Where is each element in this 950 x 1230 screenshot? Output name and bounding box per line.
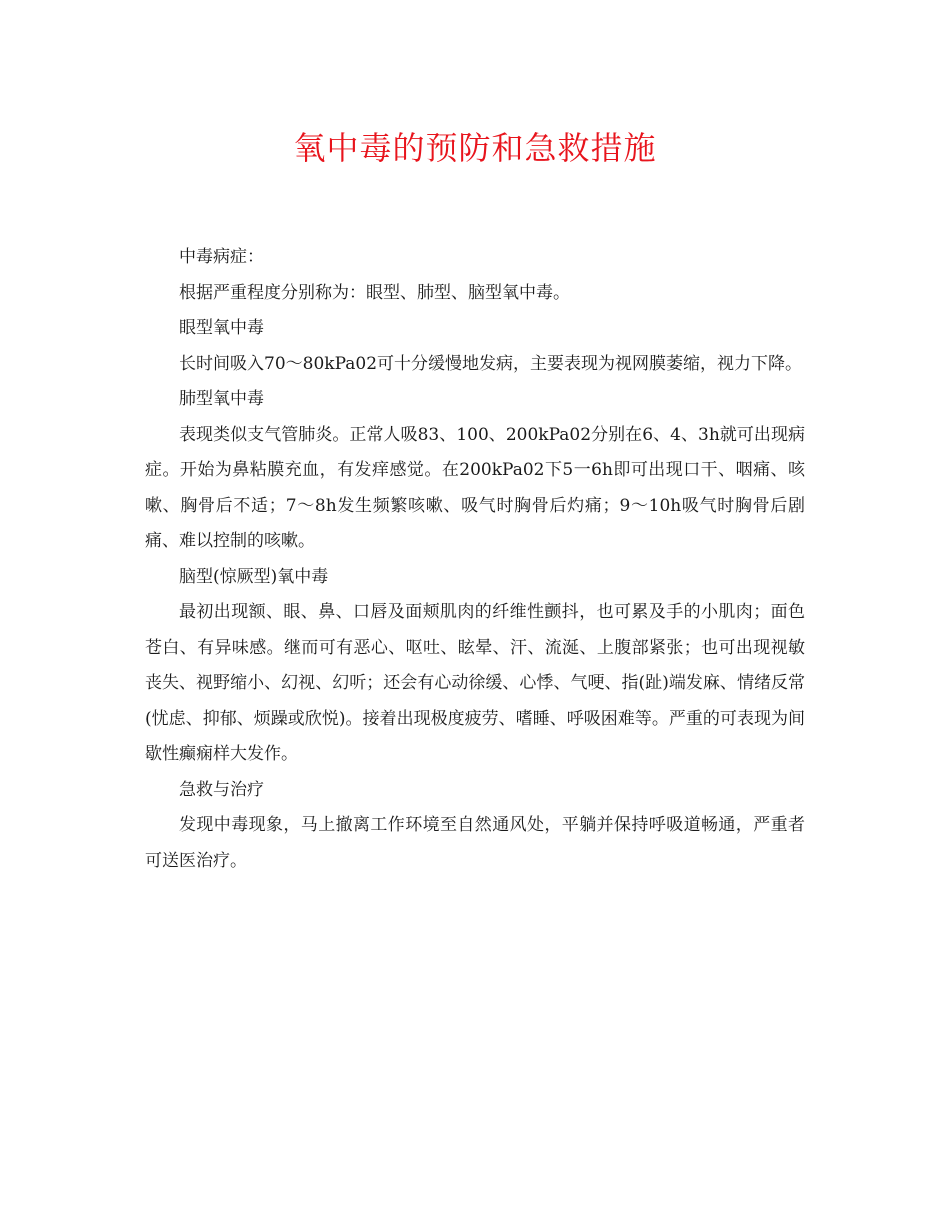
paragraph-brain-type: 最初出现额、眼、鼻、口唇及面颊肌肉的纤维性颤抖，也可累及手的小肌肉；面色苍白、有异味感。继而可有恶心、呕吐、眩晕、汗、流涎、上腹部紧张；也可出现视敏丧失、视野缩小、幻视、幻听；还会有心动徐缓、心悸、气哽、指(趾)端发麻、情绪反常(忧虑、抑郁、烦躁或欣悦)。接着出现极度疲劳、嗜睡、呼吸困难等。严重的可表现为间歇性癫痫样大发作。: [145, 602, 805, 764]
section-heading-symptoms: 中毒病症：: [179, 247, 264, 267]
document-title: 氧中毒的预防和急救措施: [293, 129, 657, 167]
paragraph-first-aid: 发现中毒现象，马上撤离工作环境至自然通风处，平躺并保持呼吸道畅通，严重者可送医治疗。: [145, 815, 805, 871]
section-heading-first-aid: 急救与治疗: [179, 779, 264, 800]
paragraph-severity-types: 根据严重程度分别称为：眼型、肺型、脑型氧中毒。: [179, 282, 570, 303]
section-heading-eye-type: 眼型氧中毒: [179, 318, 264, 338]
section-heading-lung-type: 肺型氧中毒: [179, 389, 264, 409]
paragraph-lung-type: 表现类似支气管肺炎。正常人吸83、100、200kPa02分别在6、4、3h就可出现病症。开始为鼻粘膜充血，有发痒感觉。在200kPa02下5一6h即可出现口干、咽痛、咳嗽、胸骨后不适；7～8h发生频繁咳嗽、吸气时胸骨后灼痛；9～10h吸气时胸骨后剧痛、难以控制的咳嗽。: [145, 424, 805, 551]
document-body: [145, 240, 805, 879]
paragraph-eye-type: 长时间吸入70～80kPa02可十分缓慢地发病，主要表现为视网膜萎缩，视力下降。: [179, 353, 803, 374]
section-heading-brain-type: 脑型(惊厥型)氧中毒: [179, 566, 329, 587]
